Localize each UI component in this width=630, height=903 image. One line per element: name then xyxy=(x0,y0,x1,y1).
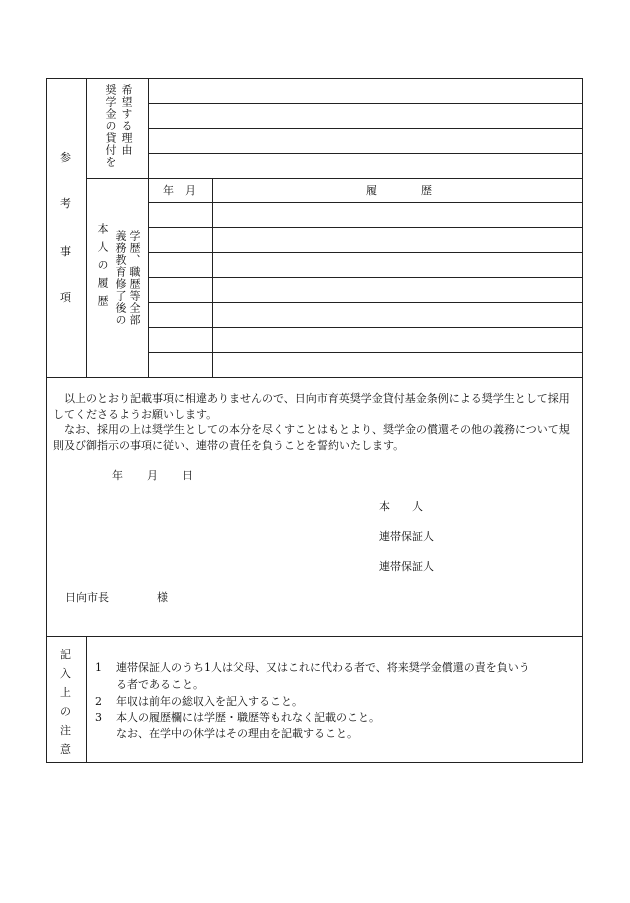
note-number: 3 xyxy=(95,711,102,724)
col-header-year-month: 年 月 xyxy=(163,184,196,197)
applicant-label: 本 人 xyxy=(379,500,423,513)
reference-label-char: 事 xyxy=(60,245,71,258)
history-row-line xyxy=(148,277,583,278)
date-day-label: 日 xyxy=(182,469,193,482)
divider-reason-bottom xyxy=(86,178,583,179)
history-row-line xyxy=(148,252,583,253)
date-month-label: 月 xyxy=(147,469,158,482)
notes-label-char: 意 xyxy=(60,743,71,756)
history-row-line xyxy=(148,302,583,303)
reference-label-char: 参 xyxy=(60,151,71,164)
history-label-line3: 本人の履歴 xyxy=(96,223,109,313)
reason-row-line xyxy=(148,103,583,104)
note-number: 2 xyxy=(95,695,102,708)
date-year-label: 年 xyxy=(112,469,123,482)
history-row-line xyxy=(148,227,583,228)
declaration-paragraph-1: 以上のとおり記載事項に相違ありませんので、日向市育英奨学金貸付基金条例による奨学生として採用してくださるようお願いします。 xyxy=(53,392,570,421)
note-text-continued: る者であること。 xyxy=(116,678,204,691)
declaration-paragraph-2: なお、採用の上は奨学生としての本分を尽くすことはもとより、奨学金の償還その他の義務について規則及び御指示の事項に従い、連帯の責任を負うことを誓約いたします。 xyxy=(53,423,570,452)
history-row-line xyxy=(148,327,583,328)
notes-label-char: 上 xyxy=(60,686,71,699)
reason-row-line xyxy=(148,128,583,129)
note-number: 1 xyxy=(95,661,102,674)
col-header-history: 履 歴 xyxy=(366,184,432,197)
guarantor-label-2: 連帯保証人 xyxy=(379,560,434,573)
reference-label-char: 考 xyxy=(60,197,71,210)
divider-reference-bottom xyxy=(46,377,583,378)
history-label-line1: 学歴、職歴等全部 xyxy=(128,230,141,326)
mayor-honorific: 様 xyxy=(157,591,168,604)
notes-label-char: 注 xyxy=(60,724,71,737)
notes-label-char: の xyxy=(60,705,71,718)
divider-notes-top xyxy=(46,636,583,637)
reference-label-char: 項 xyxy=(60,291,71,304)
note-text: 本人の履歴欄には学歴・職歴等もれなく記載のこと。 xyxy=(116,711,380,724)
guarantor-label-1: 連帯保証人 xyxy=(379,530,434,543)
history-row-line xyxy=(148,352,583,353)
note-text: 連帯保証人のうち1人は父母、又はこれに代わる者で、将来奨学金償還の責を負いう xyxy=(116,661,530,674)
note-text: 年収は前年の総収入を記入すること。 xyxy=(116,695,303,708)
mayor-label: 日向市長 xyxy=(65,591,109,604)
divider-section-col xyxy=(86,78,87,377)
reason-label-line2: 奨学金の貸付を xyxy=(104,84,117,168)
reason-row-line xyxy=(148,153,583,154)
history-header-line xyxy=(148,202,583,203)
application-form xyxy=(46,78,583,763)
notes-label-char: 記 xyxy=(60,648,71,661)
history-label-line2: 義務教育修了後の xyxy=(114,230,127,326)
divider-notes-label-col xyxy=(86,636,87,763)
reason-label-line1: 希望する理由 xyxy=(120,84,133,156)
note-text-continued: なお、在学中の休学はその理由を記載すること。 xyxy=(116,727,358,740)
notes-label-char: 入 xyxy=(60,667,71,680)
